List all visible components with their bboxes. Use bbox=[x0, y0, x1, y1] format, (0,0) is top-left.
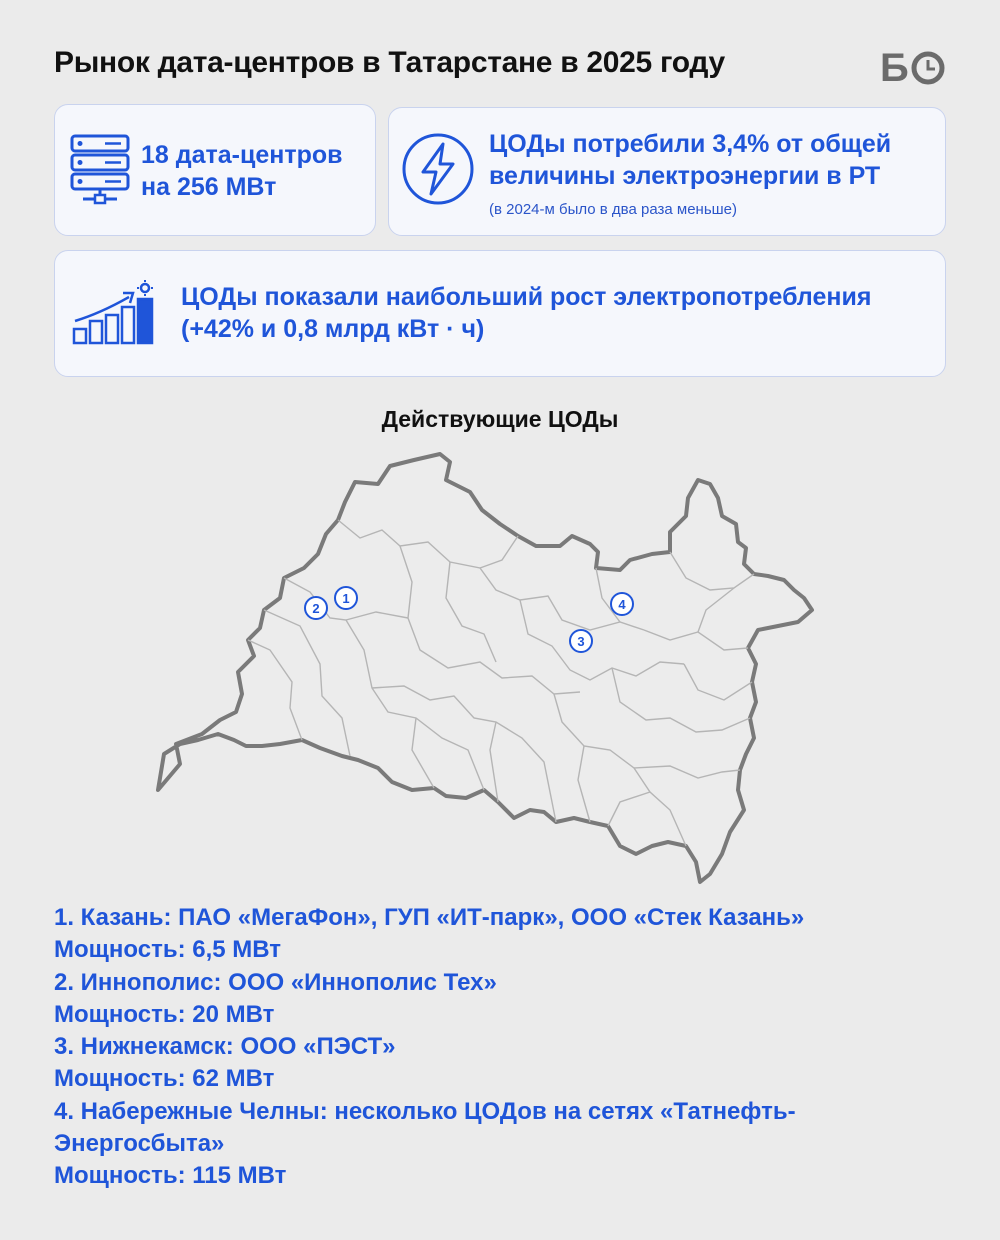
energy-line1: ЦОДы потребили 3,4% от общей bbox=[489, 130, 892, 158]
server-icon bbox=[69, 133, 131, 205]
marker-1[interactable] bbox=[335, 587, 357, 609]
marker-3[interactable] bbox=[570, 630, 592, 652]
list-item: Мощность: 6,5 МВт bbox=[54, 936, 282, 964]
list-item: 1. Казань: ПАО «МегаФон», ГУП «ИТ-парк», ООО «Стек Казань» bbox=[54, 904, 805, 931]
energy-card bbox=[388, 107, 946, 236]
logo bbox=[880, 46, 950, 90]
list-item: 4. Набережные Челны: несколько ЦОДов на сетях «Татнефть- bbox=[54, 1097, 796, 1125]
tatarstan-map bbox=[150, 450, 830, 890]
list-item: 3. Нижнекамск: ООО «ПЭСТ» bbox=[54, 1033, 396, 1061]
page-title: Рынок дата-центров в Татарстане в 2025 году bbox=[54, 46, 725, 79]
list-item: Энергосбыта» bbox=[54, 1130, 225, 1158]
growth-card bbox=[54, 250, 946, 377]
map-title: Действующие ЦОДы bbox=[381, 406, 619, 432]
datacenter-list bbox=[54, 902, 954, 1193]
marker-2[interactable] bbox=[305, 597, 327, 619]
datacenters-card bbox=[54, 104, 376, 236]
marker-4[interactable] bbox=[611, 593, 633, 615]
growth-chart-icon bbox=[71, 279, 157, 347]
logo-letters: Б bbox=[880, 46, 909, 90]
list-item: Мощность: 62 МВт bbox=[54, 1065, 275, 1093]
list-item: Мощность: 20 МВт bbox=[54, 1000, 275, 1028]
svg-text:3: 3 bbox=[577, 634, 585, 649]
growth-line2: (+42% и 0,8 млрд кВт · ч) bbox=[181, 315, 485, 343]
datacenters-line2: на 256 МВт bbox=[141, 173, 277, 201]
energy-line2: величины электроэнергии в РТ bbox=[489, 162, 881, 190]
growth-text bbox=[181, 281, 871, 345]
svg-text:2: 2 bbox=[312, 601, 320, 616]
list-item: 2. Иннополис: ООО «Иннополис Тех» bbox=[54, 968, 497, 996]
datacenters-text bbox=[141, 139, 343, 203]
datacenters-line1: 18 дата-центров bbox=[141, 141, 343, 169]
lightning-icon bbox=[401, 132, 475, 206]
growth-line1: ЦОДы показали наибольший рост электропотребления bbox=[181, 283, 872, 311]
clock-o-icon bbox=[911, 51, 945, 85]
energy-note: (в 2024-м было в два раза меньше) bbox=[489, 201, 738, 218]
svg-text:1: 1 bbox=[342, 591, 350, 606]
region-outline bbox=[158, 454, 812, 882]
energy-text bbox=[489, 128, 891, 226]
svg-text:4: 4 bbox=[618, 597, 626, 612]
list-item: Мощность: 115 МВт bbox=[54, 1162, 287, 1190]
